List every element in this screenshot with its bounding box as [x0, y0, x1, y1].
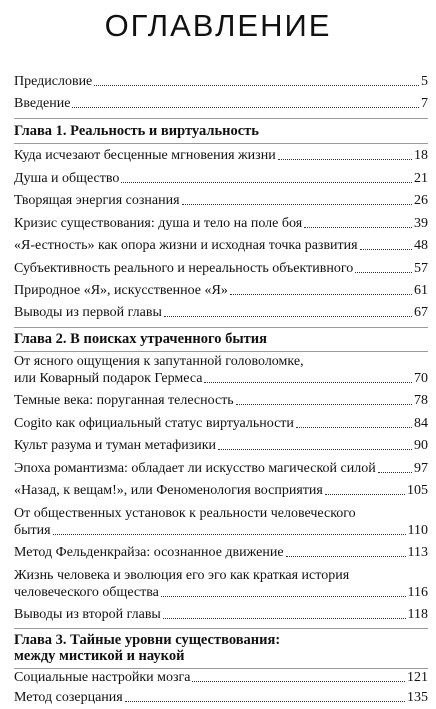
toc-entry-text: Темные века: поруганная телесность [14, 393, 234, 408]
toc-entry-text-line1: От ясного ощущения к запутанной головоломке, [14, 354, 304, 369]
toc-entry-text: или Коварный подарок Гермеса [14, 371, 203, 386]
toc-entry[interactable] [14, 260, 428, 277]
toc-entry[interactable] [14, 192, 428, 209]
dot-leader [164, 316, 412, 317]
toc-entry-text: Метод Фельденкрайза: осознанное движение [14, 545, 284, 560]
toc-entry-text: человеческого общества [14, 585, 159, 600]
toc-entry-preface[interactable] [14, 73, 428, 90]
toc-page-number: 39 [414, 216, 428, 231]
toc-entry[interactable] [14, 437, 428, 454]
toc-entry[interactable] [14, 170, 428, 187]
dot-leader [161, 596, 406, 597]
dot-leader [53, 534, 406, 535]
toc-entry-text: Предисловие [14, 74, 93, 89]
dot-leader [378, 472, 412, 473]
toc-entry-text: Эпоха романтизма: обладает ли искусство магической силой [14, 461, 376, 476]
toc-entry[interactable] [14, 415, 428, 432]
dot-leader [182, 204, 412, 205]
chapter-heading-1: Глава 1. Реальность и виртуальность [14, 123, 259, 139]
chapter-heading-3-line2: между мистикой и наукой [14, 648, 185, 664]
dot-leader [304, 227, 412, 228]
toc-page-number: 135 [407, 690, 428, 705]
dot-leader [94, 85, 419, 86]
toc-entry[interactable] [14, 460, 428, 477]
toc-entry-text: Культ разума и туман метафизики [14, 438, 217, 453]
dot-leader [230, 294, 412, 295]
toc-entry-text: Душа и общество [14, 171, 120, 186]
toc-page-number: 113 [407, 545, 428, 560]
toc-page-number: 18 [414, 148, 428, 163]
dot-leader [72, 107, 419, 108]
section-divider [14, 628, 428, 629]
toc-entry[interactable] [14, 147, 428, 164]
section-divider [14, 351, 428, 352]
toc-page-number: 21 [414, 171, 428, 186]
toc-entry-text: Социальные настройки мозга [14, 670, 191, 685]
toc-entry-text: Выводы из второй главы [14, 607, 161, 622]
dot-leader [360, 249, 412, 250]
toc-page-number: 5 [421, 74, 428, 89]
dot-leader [355, 272, 412, 273]
toc-page-number: 116 [407, 585, 428, 600]
toc-entry-text: «Я-естность» как опора жизни и исходная точка развития [14, 238, 358, 253]
toc-page-number: 84 [414, 416, 428, 431]
toc-page-number: 67 [414, 305, 428, 320]
toc-entry-text: «Назад, к вещам!», или Феноменология восприятия [14, 483, 323, 498]
toc-entry[interactable] [14, 669, 428, 686]
toc-page-number: 78 [414, 393, 428, 408]
toc-entry[interactable] [14, 282, 428, 299]
toc-entry[interactable] [14, 584, 428, 601]
toc-entry-introduction[interactable] [14, 95, 428, 112]
toc-entry-text: Cogito как официальный статус виртуальности [14, 416, 294, 431]
toc-entry-text: Творящая энергия сознания [14, 193, 180, 208]
dot-leader [218, 449, 412, 450]
toc-page-number: 118 [407, 607, 428, 622]
dot-leader [192, 681, 405, 682]
toc-entry-text: Метод созерцания [14, 690, 123, 705]
toc-page-number: 7 [421, 96, 428, 111]
dot-leader [278, 159, 412, 160]
section-divider [14, 327, 428, 328]
dot-leader [286, 556, 406, 557]
dot-leader [236, 404, 412, 405]
toc-entry[interactable] [14, 606, 428, 623]
toc-entry[interactable] [14, 482, 428, 499]
dot-leader [125, 701, 405, 702]
toc-entry[interactable] [14, 215, 428, 232]
toc-entry[interactable] [14, 544, 428, 561]
section-divider [14, 143, 428, 144]
toc-page-number: 121 [407, 670, 428, 685]
toc-page-number: 110 [407, 523, 428, 538]
toc-page-number: 61 [414, 283, 428, 298]
toc-entry[interactable] [14, 689, 428, 706]
toc-entry-text: Природное «Я», искусственное «Я» [14, 283, 228, 298]
toc-entry[interactable] [14, 370, 428, 387]
toc-page-number: 48 [414, 238, 428, 253]
toc-entry-text: Введение [14, 96, 71, 111]
toc-entry-text: Куда исчезают бесценные мгновения жизни [14, 148, 276, 163]
toc-entry-text: бытия [14, 523, 51, 538]
chapter-heading-3: Глава 3. Тайные уровни существования: [14, 632, 281, 648]
toc-entry[interactable] [14, 304, 428, 321]
toc-entry-text: Выводы из первой главы [14, 305, 162, 320]
toc-page-number: 70 [414, 371, 428, 386]
toc-entry-text: Кризис существования: душа и тело на поле боя [14, 216, 303, 231]
toc-page-number: 105 [407, 483, 428, 498]
toc-entry-text-line1: От общественных установок к реальности человеческого [14, 506, 356, 521]
toc-entry[interactable] [14, 392, 428, 409]
toc-page-number: 26 [414, 193, 428, 208]
section-divider [14, 118, 428, 119]
toc-entry-text-line1: Жизнь человека и эволюция его эго как краткая история [14, 568, 350, 583]
toc-page-number: 90 [414, 438, 428, 453]
dot-leader [325, 494, 405, 495]
toc-entry[interactable] [14, 522, 428, 539]
dot-leader [296, 427, 412, 428]
dot-leader [163, 618, 406, 619]
toc-page-number: 97 [414, 461, 428, 476]
page-title: ОГЛАВЛЕНИЕ [104, 8, 332, 43]
dot-leader [121, 182, 412, 183]
toc-entry[interactable] [14, 237, 428, 254]
chapter-heading-2: Глава 2. В поисках утраченного бытия [14, 331, 267, 347]
toc-page-number: 57 [414, 261, 428, 276]
dot-leader [204, 382, 412, 383]
toc-entry-text: Субъективность реального и нереальность объективного [14, 261, 354, 276]
